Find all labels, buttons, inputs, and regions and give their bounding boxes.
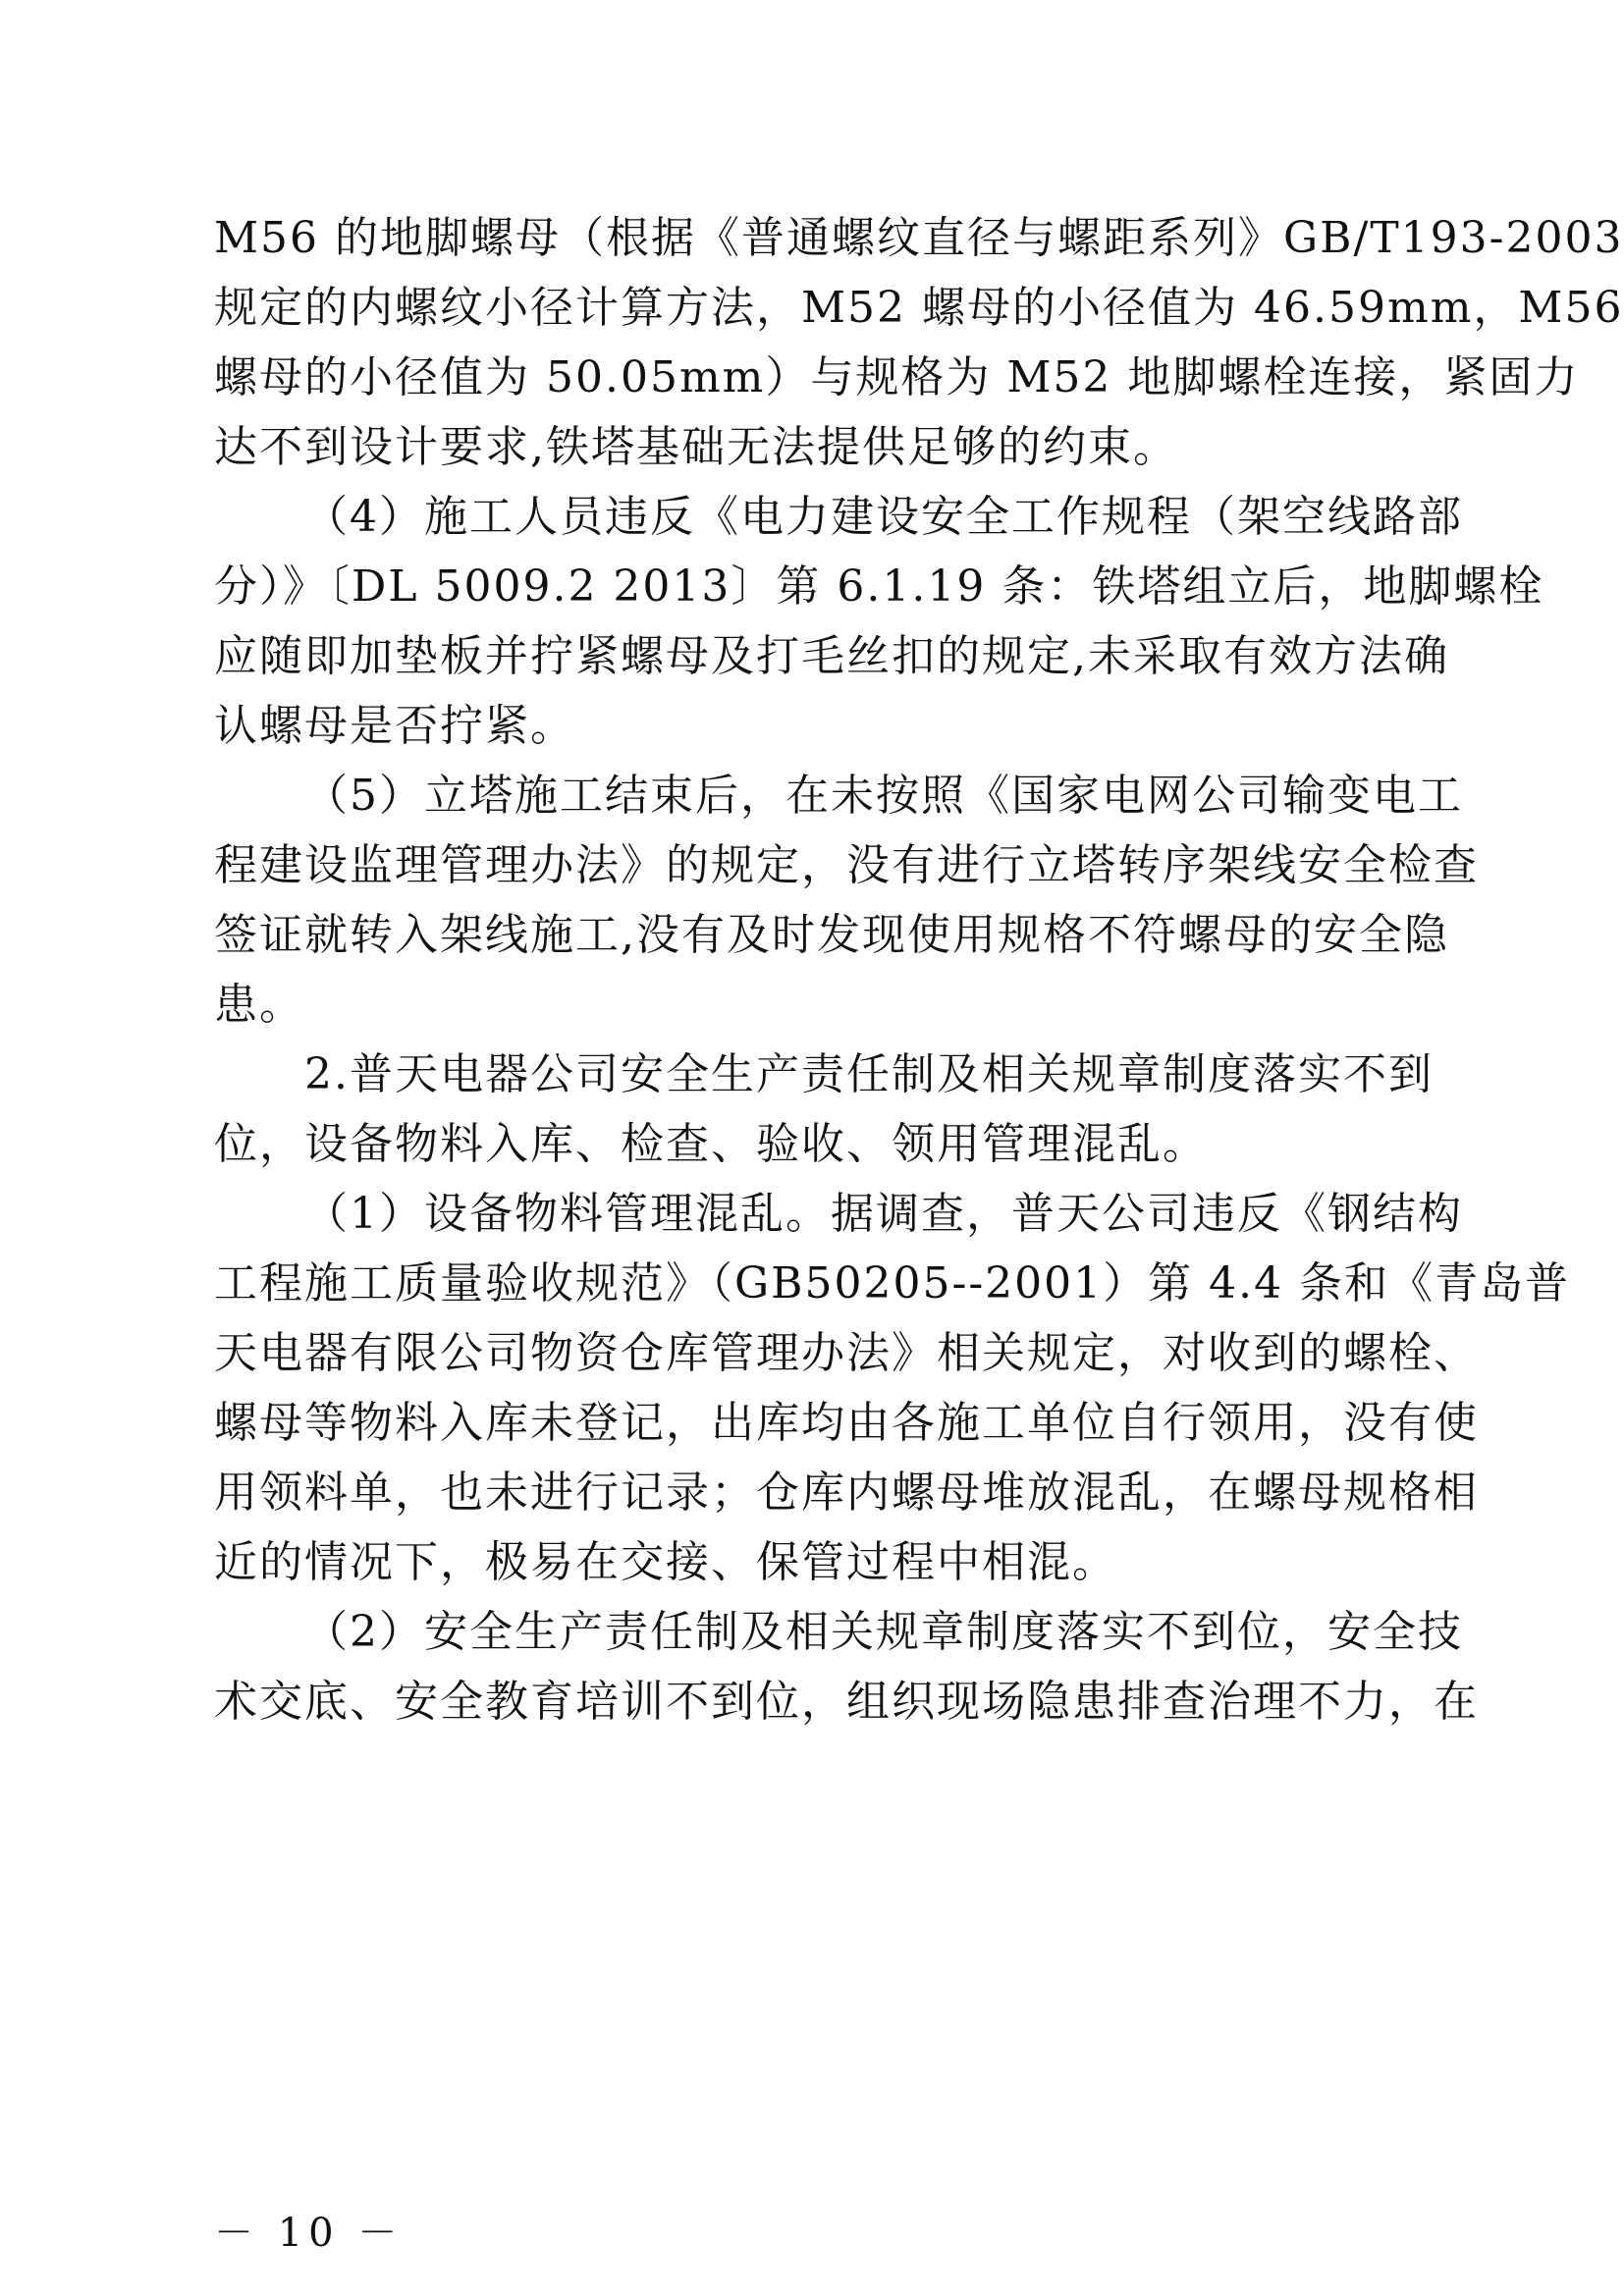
body-text-line: 患。 (214, 980, 304, 1030)
body-text-line: 规定的内螺纹小径计算方法，M52 螺母的小径值为 46.59mm，M56 (214, 283, 1624, 333)
section-heading-line: 位，设备物料入库、检查、验收、领用管理混乱。 (214, 1119, 1208, 1169)
body-text-line: 术交底、安全教育培训不到位，组织现场隐患排查治理不力，在 (214, 1677, 1479, 1727)
paragraph-first-line: （2）安全生产责任制及相关规章制度落实不到位，安全技 (304, 1607, 1463, 1657)
body-text-line: 螺母等物料入库未登记，出库均由各施工单位自行领用，没有使 (214, 1398, 1479, 1448)
body-text-line: 近的情况下，极易在交接、保管过程中相混。 (214, 1537, 1117, 1587)
body-text-line: 程建设监理管理办法》的规定，没有进行立塔转序架线安全检查 (214, 840, 1479, 890)
body-text-line: 认螺母是否拧紧。 (214, 701, 575, 751)
body-text-line: 天电器有限公司物资仓库管理办法》相关规定，对收到的螺栓、 (214, 1328, 1479, 1378)
body-text-line: 签证就转入架线施工,没有及时发现使用规格不符螺母的安全隐 (214, 910, 1449, 960)
body-text-line: 达不到设计要求,铁塔基础无法提供足够的约束。 (214, 422, 1178, 472)
body-text-line: 应随即加垫板并拧紧螺母及打毛丝扣的规定,未采取有效方法确 (214, 631, 1449, 681)
body-text-line: M56 的地脚螺母（根据《普通螺纹直径与螺距系列》GB/T193-2003 (214, 213, 1624, 263)
paragraph-first-line: （4）施工人员违反《电力建设安全工作规程（架空线路部 (304, 492, 1463, 542)
paragraph-first-line: （1）设备物料管理混乱。据调查，普天公司违反《钢结构 (304, 1189, 1463, 1239)
body-text-line: 工程施工质量验收规范》（GB50205--2001）第 4.4 条和《青岛普 (214, 1258, 1571, 1308)
section-heading-line: 2.普天电器公司安全生产责任制及相关规章制度落实不到 (304, 1049, 1434, 1099)
body-text-line: 分）》〔DL 5009.2 2013〕第 6.1.19 条：铁塔组立后，地脚螺栓 (214, 561, 1544, 612)
page-number: － 10 － (214, 2211, 404, 2256)
body-text-line: 用领料单，也未进行记录；仓库内螺母堆放混乱，在螺母规格相 (214, 1468, 1479, 1518)
body-text-line: 螺母的小径值为 50.05mm）与规格为 M52 地脚螺栓连接，紧固力 (214, 352, 1580, 402)
paragraph-first-line: （5）立塔施工结束后，在未按照《国家电网公司输变电工 (304, 771, 1463, 821)
